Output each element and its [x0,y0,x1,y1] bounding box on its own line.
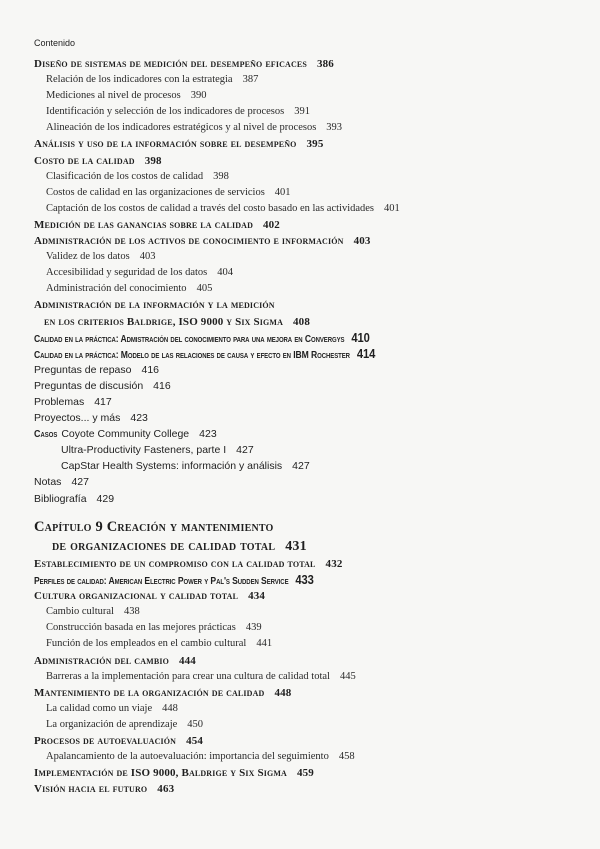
toc-heading: Mantenimiento de la organización de calidad 448 [34,686,292,699]
toc-subitem: Alineación de los indicadores estratégicos y al nivel de procesos 393 [46,122,343,134]
toc-entry-case: CapStar Health Systems: información y análisis 427 [61,460,310,473]
toc-case-feature: Perfiles de calidad: American Electric Power y Pal's Sudden Service 433 [34,572,314,588]
toc-entry-case: Ultra-Productivity Fasteners, parte I 427 [61,444,254,457]
toc-subitem: Barreras a la implementación para crear una cultura de calidad total 445 [46,670,356,682]
toc-entry-cases: Casos Coyote Community College 423 [34,428,217,441]
toc-entry: Problemas 417 [34,395,112,408]
toc-heading: Implementación de ISO 9000, Baldrige y Six Sigma 459 [34,767,314,780]
toc-subitem: Clasificación de los costos de calidad 398 [46,170,229,182]
toc-subitem: Administración del conocimiento 405 [46,283,213,295]
running-header: Contenido [34,38,76,48]
toc-case-feature: Calidad en la práctica: Admistración del conocimiento para una mejora en Convergys 410 [34,329,370,345]
toc-section-chapter-8 [34,56,574,507]
toc-subitem: Mediciones al nivel de procesos 390 [46,90,207,102]
toc-heading-continued: en los criterios Baldrige, ISO 9000 y Six Sigma 408 [44,315,310,328]
chapter-title: Capítulo 9 Creación y mantenimiento [34,519,274,535]
toc-entry: Preguntas de repaso 416 [34,363,160,376]
toc-case-feature: Calidad en la práctica: Modelo de las relaciones de causa y efecto en IBM Rochester 414 [34,345,376,361]
toc-subitem: Accesibilidad y seguridad de los datos 404 [46,267,234,279]
toc-subitem: Identificación y selección de los indicadores de procesos 391 [46,106,310,118]
toc-heading: Análisis y uso de la información sobre el desempeño 395 [34,138,324,151]
toc-subitem: Función de los empleados en el cambio cultural 441 [46,638,273,650]
toc-entry: Bibliografía 429 [34,492,115,505]
toc-entry: Proyectos... y más 423 [34,412,148,425]
toc-subitem: Costos de calidad en las organizaciones de servicios 401 [46,186,291,198]
toc-subitem: Validez de los datos 403 [46,251,156,263]
toc-subitem: Relación de los indicadores con la estrategia 387 [46,74,259,86]
toc-subitem: Construcción basada en las mejores prácticas 439 [46,622,262,634]
toc-heading: Diseño de sistemas de medición del desempeño eficaces 386 [34,58,334,70]
toc-heading: Establecimiento de un compromiso con la calidad total 432 [34,558,343,570]
toc-heading: Cultura organizacional y calidad total 434 [34,590,266,603]
toc-entry: Notas 427 [34,476,89,489]
toc-entry: Preguntas de discusión 416 [34,379,171,392]
toc-heading: Procesos de autoevaluación 454 [34,735,204,748]
toc-subitem: La organización de aprendizaje 450 [46,718,204,730]
chapter-title-continued: de organizaciones de calidad total 431 [52,538,307,554]
toc-section-chapter-9 [34,518,574,797]
toc-heading: Administración del cambio 444 [34,654,196,667]
toc-heading: Costo de la calidad 398 [34,154,162,167]
toc-subitem: Apalancamiento de la autoevaluación: importancia del seguimiento 458 [46,751,355,763]
toc-subitem: La calidad como un viaje 448 [46,702,178,714]
toc-heading: Visión hacia el futuro 463 [34,783,175,796]
toc-subitem: Captación de los costos de calidad a través del costo basado en las actividades 401 [46,202,400,214]
toc-heading: Administración de los activos de conocimiento e información 403 [34,235,371,248]
toc-subitem: Cambio cultural 438 [46,606,140,618]
toc-heading: Medición de las ganancias sobre la calidad 402 [34,218,280,231]
toc-heading: Administración de la información y la medición [34,299,275,312]
